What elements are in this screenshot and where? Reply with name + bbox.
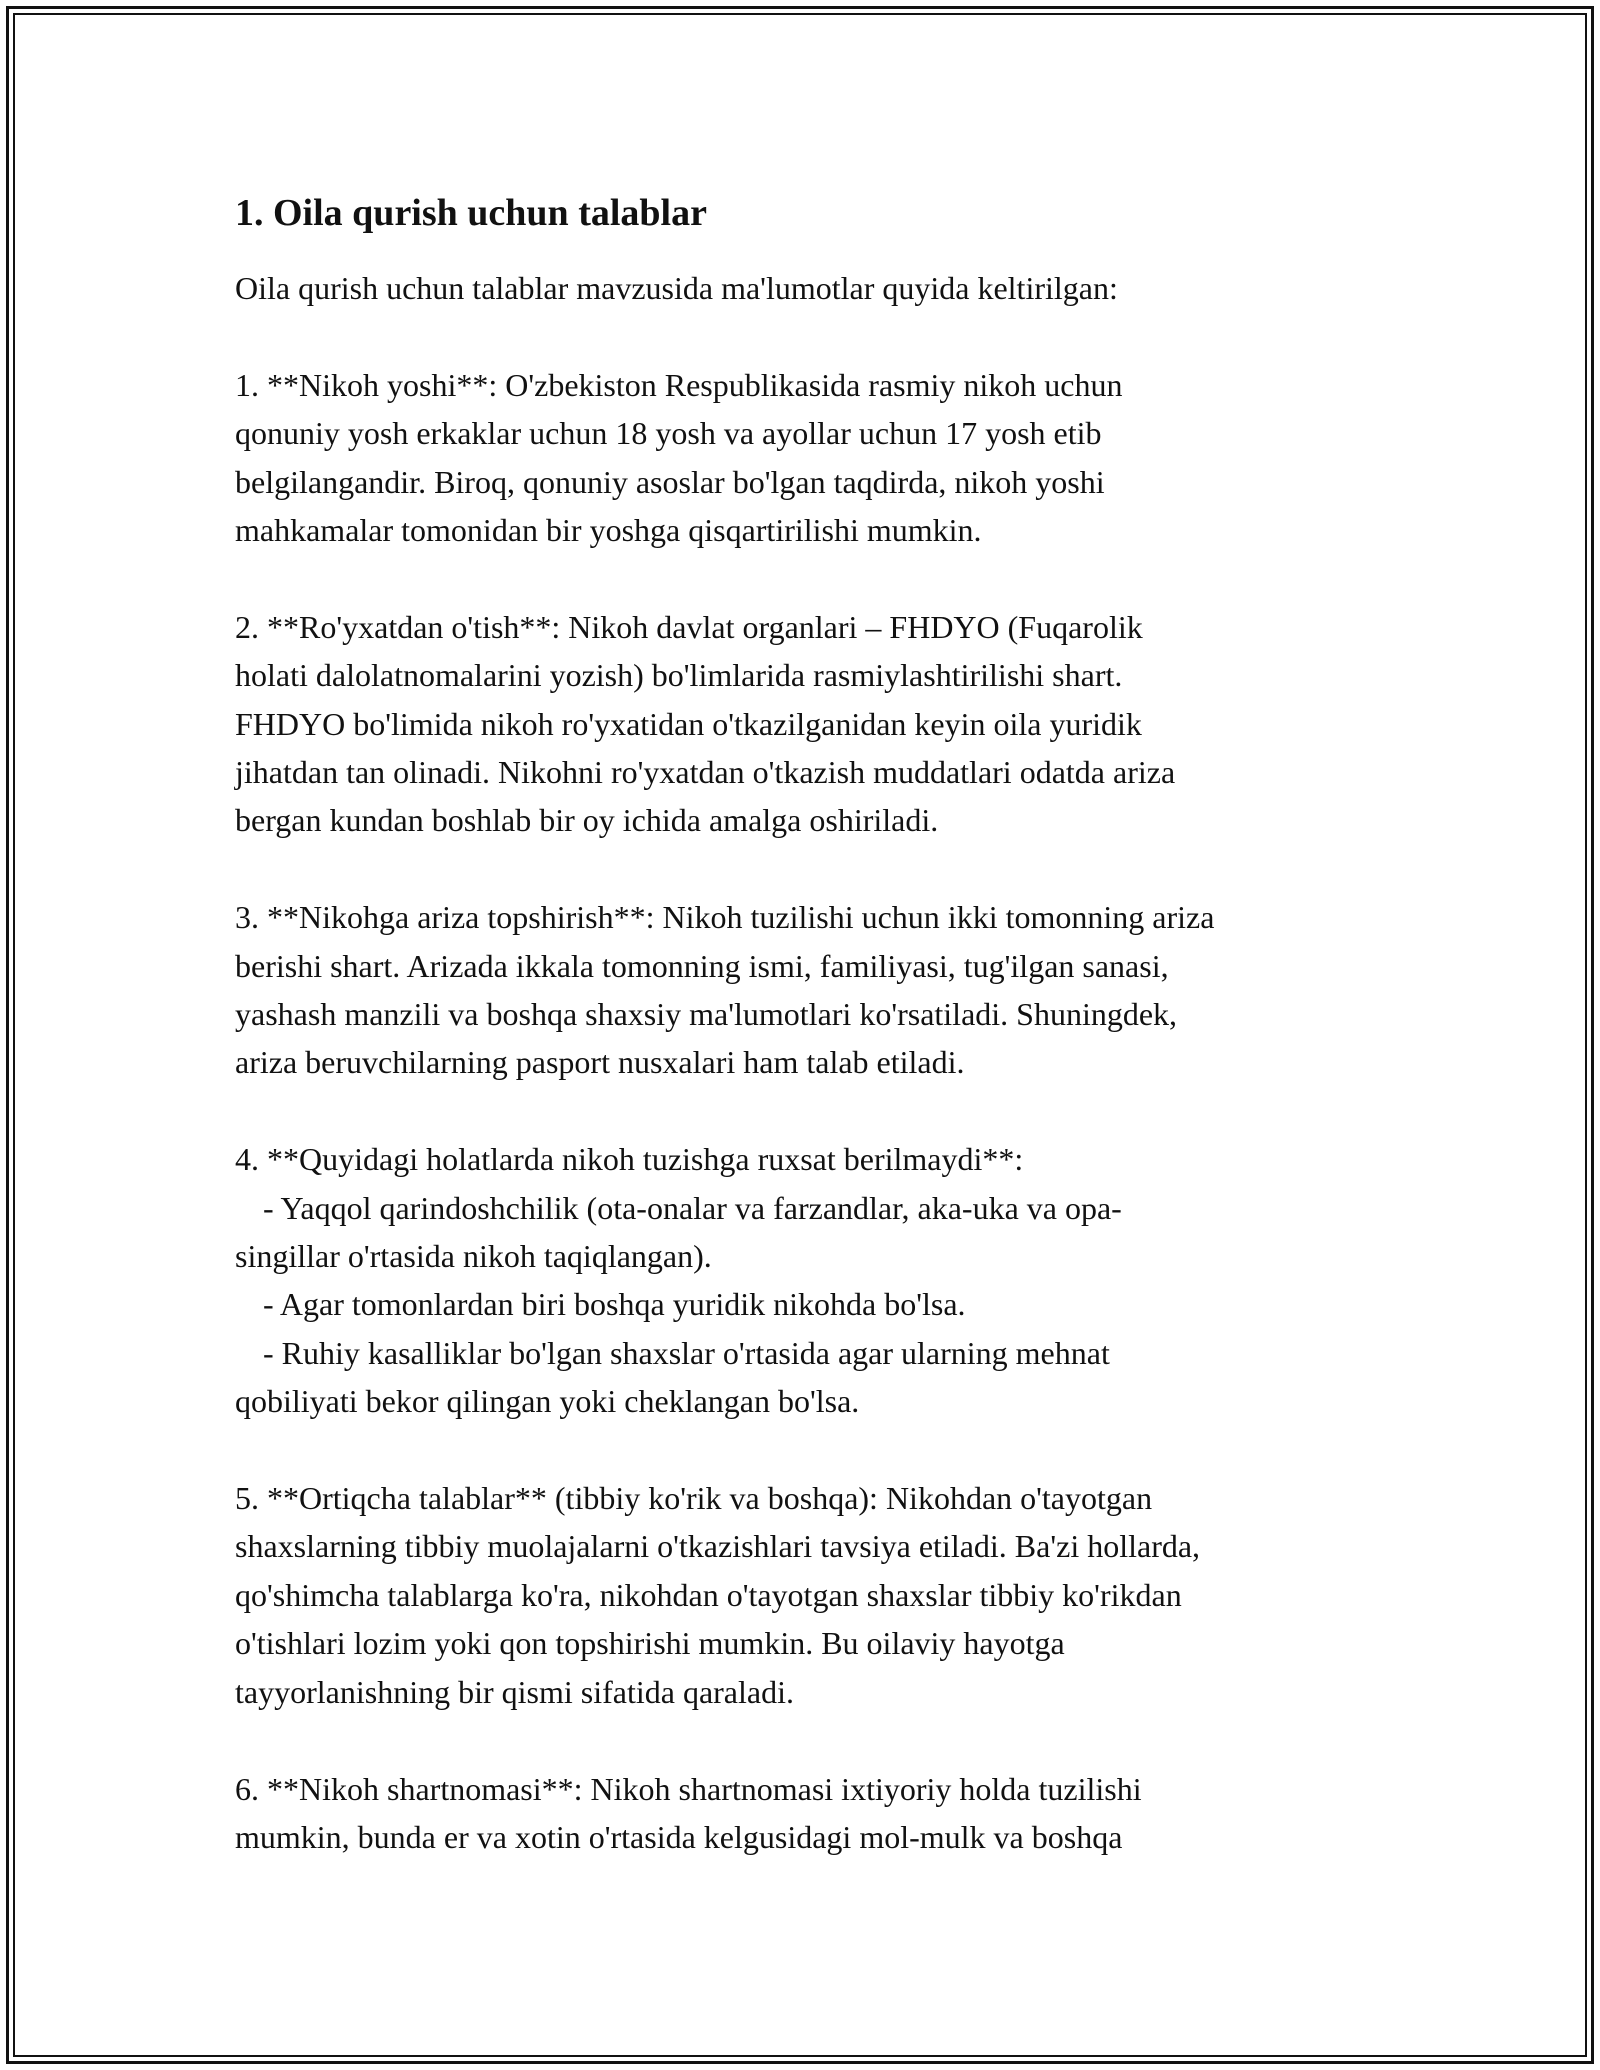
text-line: mahkamalar tomonidan bir yoshga qisqartirilishi mumkin. — [235, 512, 982, 549]
text-line: holati dalolatnomalarini yozish) bo'limlarida rasmiylashtirilishi shart. — [235, 657, 1123, 694]
document-body — [235, 188, 1385, 1861]
text-span: - Yaqqol qarindoshchilik (ota-onalar va farzandlar, aka-uka va opa- — [263, 1189, 1122, 1226]
text-line: o'tishlari lozim yoki qon topshirishi mumkin. Bu oilaviy hayotga — [235, 1625, 1065, 1662]
text-line: ariza beruvchilarning pasport nusxalari ham talab etiladi. — [235, 1044, 965, 1081]
paragraph-spacer — [235, 312, 1385, 360]
text-line: qobiliyati bekor qilingan yoki cheklangan bo'lsa. — [235, 1383, 860, 1420]
sub-item-line — [235, 1184, 1385, 1232]
text-line: yashash manzili va boshqa shaxsiy ma'lumotlari ko'rsatiladi. Shuningdek, — [235, 996, 1178, 1033]
text-span: - Agar tomonlardan biri boshqa yuridik nikohda bo'lsa. — [263, 1286, 966, 1323]
text-line: 3. **Nikohga ariza topshirish**: Nikoh tuzilishi uchun ikki tomonning ariza — [235, 899, 1215, 936]
list-item-registration — [235, 603, 1385, 845]
paragraph-spacer — [235, 554, 1385, 602]
text-line: 6. **Nikoh shartnomasi**: Nikoh shartnomasi ixtiyoriy holda tuzilishi — [235, 1770, 1142, 1807]
text-line: qonuniy yosh erkaklar uchun 18 yosh va ayollar uchun 17 yosh etib — [235, 415, 1102, 452]
text-line: FHDYO bo'limida nikoh ro'yxatidan o'tkazilganidan keyin oila yuridik — [235, 705, 1142, 742]
text-line: 4. **Quyidagi holatlarda nikoh tuzishga ruxsat berilmaydi**: — [235, 1141, 1024, 1178]
sub-item-line — [235, 1329, 1385, 1377]
text-line: jihatdan tan olinadi. Nikohni ro'yxatdan o'tkazish muddatlari odatda ariza — [235, 754, 1176, 791]
paragraph-spacer — [235, 845, 1385, 893]
list-item-restrictions — [235, 1135, 1385, 1425]
section-heading: 1. Oila qurish uchun talablar — [235, 192, 707, 234]
intro-paragraph: Oila qurish uchun talablar mavzusida ma'lumotlar quyida keltirilgan: — [235, 270, 1118, 306]
paragraph-spacer — [235, 1426, 1385, 1474]
list-item-marriage-age — [235, 361, 1385, 555]
list-item-application — [235, 893, 1385, 1087]
paragraph-spacer — [235, 1087, 1385, 1135]
sub-item-line — [235, 1280, 1385, 1328]
paragraph-spacer — [235, 1716, 1385, 1764]
text-line: qo'shimcha talablarga ko'ra, nikohdan o'tayotgan shaxslar tibbiy ko'rikdan — [235, 1576, 1182, 1613]
text-line: 5. **Ortiqcha talablar** (tibbiy ko'rik va boshqa): Nikohdan o'tayotgan — [235, 1480, 1153, 1517]
text-line: bergan kundan boshlab bir oy ichida amalga oshiriladi. — [235, 802, 939, 839]
text-line: tayyorlanishning bir qismi sifatida qaraladi. — [235, 1673, 794, 1710]
text-line: belgilangandir. Biroq, qonuniy asoslar bo'lgan taqdirda, nikoh yoshi — [235, 463, 1105, 500]
text-line: berishi shart. Arizada ikkala tomonning ismi, familiyasi, tug'ilgan sanasi, — [235, 947, 1169, 984]
text-line: 2. **Ro'yxatdan o'tish**: Nikoh davlat organlari – FHDYO (Fuqarolik — [235, 608, 1143, 645]
text-line: shaxslarning tibbiy muolajalarni o'tkazishlari tavsiya etiladi. Ba'zi hollarda, — [235, 1528, 1201, 1565]
text-span: - Ruhiy kasalliklar bo'lgan shaxslar o'rtasida agar ularning mehnat — [263, 1334, 1110, 1371]
list-item-extra-requirements — [235, 1474, 1385, 1716]
text-line: singillar o'rtasida nikoh taqiqlangan). — [235, 1238, 712, 1275]
text-line: 1. **Nikoh yoshi**: O'zbekiston Respublikasida rasmiy nikoh uchun — [235, 366, 1123, 403]
list-item-marriage-contract — [235, 1765, 1385, 1862]
text-line: mumkin, bunda er va xotin o'rtasida kelgusidagi mol-mulk va boshqa — [235, 1818, 1123, 1855]
